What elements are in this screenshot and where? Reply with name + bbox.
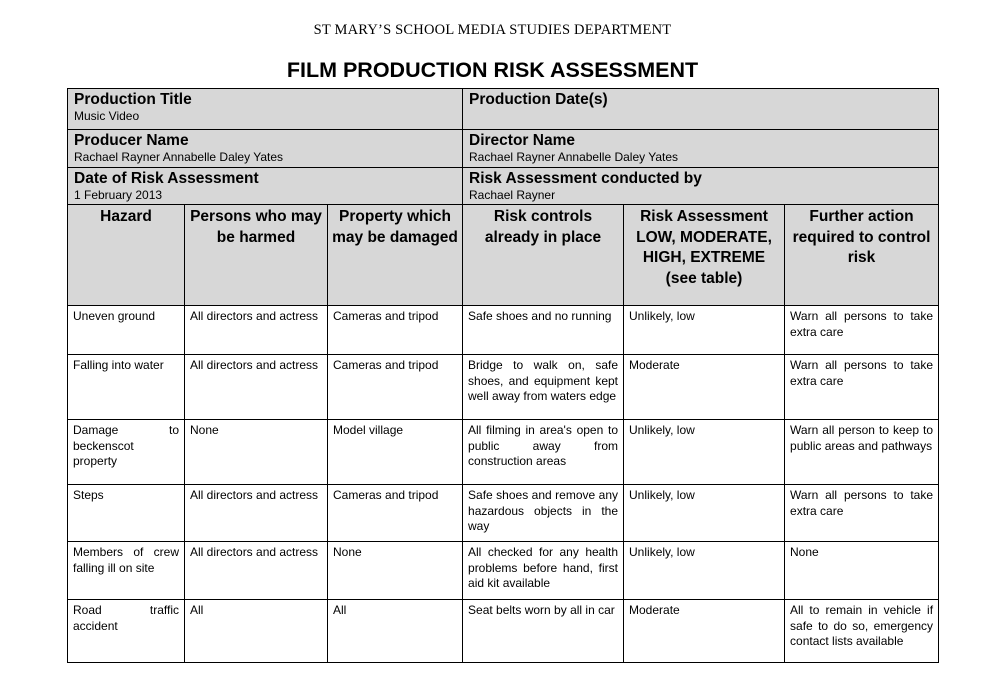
assessment-date-cell bbox=[68, 168, 463, 205]
controls-cell: All checked for any health problems before hand, first aid kit available bbox=[463, 542, 624, 600]
table-row bbox=[68, 485, 939, 542]
info-row bbox=[68, 130, 939, 168]
document-title: FILM PRODUCTION RISK ASSESSMENT bbox=[286, 58, 699, 82]
column-header: Further action required to control risk bbox=[785, 205, 939, 306]
further-action-cell: Warn all persons to take extra care bbox=[785, 485, 939, 542]
property-cell: Cameras and tripod bbox=[328, 485, 463, 542]
further-action-cell: Warn all persons to take extra care bbox=[785, 306, 939, 355]
column-header-row bbox=[68, 205, 939, 306]
risk-level-cell: Moderate bbox=[624, 600, 785, 663]
property-cell: All bbox=[328, 600, 463, 663]
conducted-by-value: Rachael Rayner bbox=[469, 188, 556, 202]
production-dates-cell bbox=[463, 89, 939, 130]
risk-level-cell: Unlikely, low bbox=[624, 306, 785, 355]
persons-cell: All directors and actress bbox=[185, 485, 328, 542]
persons-cell: All directors and actress bbox=[185, 542, 328, 600]
table-row bbox=[68, 306, 939, 355]
column-header: Persons who may be harmed bbox=[185, 205, 328, 306]
further-action-cell: Warn all persons to take extra care bbox=[785, 355, 939, 420]
assessment-date-label: Date of Risk Assessment bbox=[74, 170, 259, 187]
controls-cell: All filming in area's open to public away from construction areas bbox=[463, 420, 624, 485]
producer-name-cell bbox=[68, 130, 463, 168]
production-dates-label: Production Date(s) bbox=[469, 91, 608, 108]
production-title-label: Production Title bbox=[74, 91, 192, 108]
department-heading: ST MARY’S SCHOOL MEDIA STUDIES DEPARTMENT bbox=[313, 22, 672, 38]
table-row bbox=[68, 542, 939, 600]
further-action-cell: None bbox=[785, 542, 939, 600]
property-cell: Cameras and tripod bbox=[328, 306, 463, 355]
persons-cell: All directors and actress bbox=[185, 306, 328, 355]
production-title-value: Music Video bbox=[74, 109, 140, 123]
property-cell: Cameras and tripod bbox=[328, 355, 463, 420]
further-action-cell: All to remain in vehicle if safe to do so, emergency contact lists available bbox=[785, 600, 939, 663]
property-cell: None bbox=[328, 542, 463, 600]
info-row bbox=[68, 168, 939, 205]
risk-level-cell: Unlikely, low bbox=[624, 542, 785, 600]
risk-level-cell: Unlikely, low bbox=[624, 420, 785, 485]
controls-cell: Bridge to walk on, safe shoes, and equipment kept well away from waters edge bbox=[463, 355, 624, 420]
director-name-value: Rachael Rayner Annabelle Daley Yates bbox=[469, 150, 679, 164]
persons-cell: All bbox=[185, 600, 328, 663]
property-cell: Model village bbox=[328, 420, 463, 485]
further-action-cell: Warn all person to keep to public areas and pathways bbox=[785, 420, 939, 485]
table-row bbox=[68, 355, 939, 420]
info-row bbox=[68, 89, 939, 130]
production-title-cell bbox=[68, 89, 463, 130]
table-row bbox=[68, 420, 939, 485]
hazard-cell: Damage to beckenscot property bbox=[68, 420, 185, 485]
column-header: Risk controls already in place bbox=[463, 205, 624, 306]
hazard-cell: Steps bbox=[68, 485, 185, 542]
risk-level-cell: Unlikely, low bbox=[624, 485, 785, 542]
hazard-cell: Members of crew falling ill on site bbox=[68, 542, 185, 600]
controls-cell: Seat belts worn by all in car bbox=[463, 600, 624, 663]
conducted-by-label: Risk Assessment conducted by bbox=[469, 170, 702, 187]
risk-level-cell: Moderate bbox=[624, 355, 785, 420]
hazard-cell: Falling into water bbox=[68, 355, 185, 420]
conducted-by-cell bbox=[463, 168, 939, 205]
persons-cell: All directors and actress bbox=[185, 355, 328, 420]
risk-assessment-table bbox=[67, 88, 939, 663]
director-name-label: Director Name bbox=[469, 132, 575, 149]
producer-name-value: Rachael Rayner Annabelle Daley Yates bbox=[74, 150, 284, 164]
director-name-cell bbox=[463, 130, 939, 168]
hazard-cell: Uneven ground bbox=[68, 306, 185, 355]
producer-name-label: Producer Name bbox=[74, 132, 189, 149]
column-header: Hazard bbox=[68, 205, 185, 306]
column-header: Property which may be damaged bbox=[328, 205, 463, 306]
controls-cell: Safe shoes and remove any hazardous objects in the way bbox=[463, 485, 624, 542]
column-header: Risk Assessment LOW, MODERATE, HIGH, EXTREME (see table) bbox=[624, 205, 785, 306]
assessment-date-value: 1 February 2013 bbox=[74, 188, 163, 202]
hazard-cell: Road traffic accident bbox=[68, 600, 185, 663]
table-row bbox=[68, 600, 939, 663]
controls-cell: Safe shoes and no running bbox=[463, 306, 624, 355]
persons-cell: None bbox=[185, 420, 328, 485]
